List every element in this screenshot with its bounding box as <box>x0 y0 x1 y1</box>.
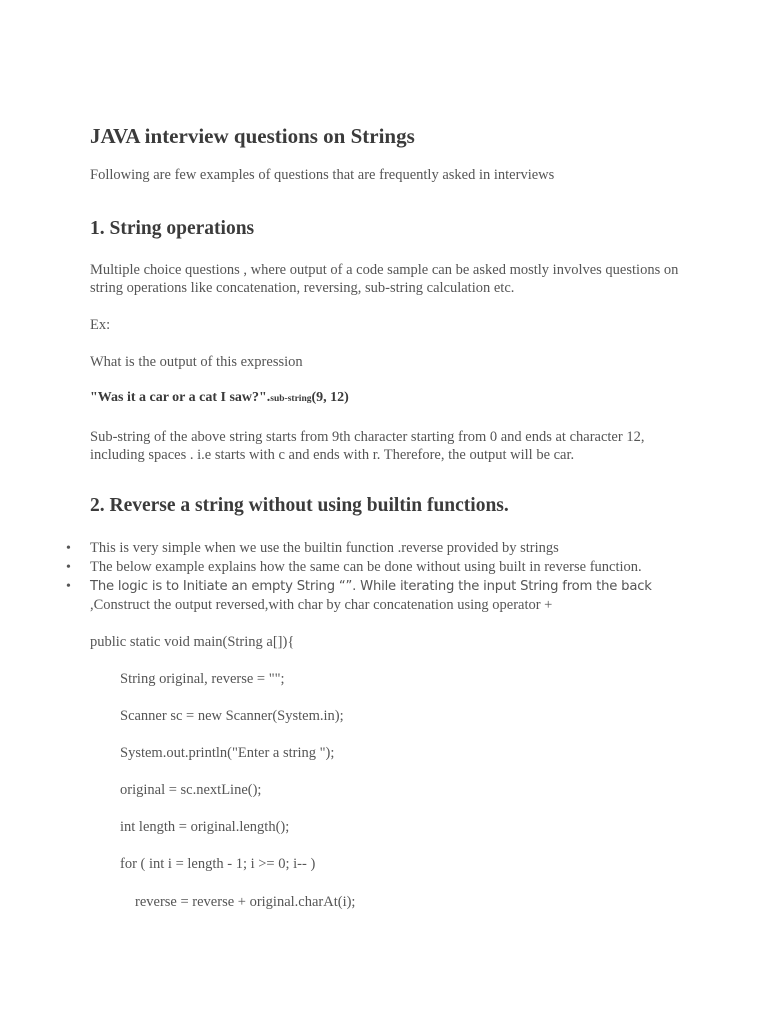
section-1-heading: 1. String operations <box>90 218 255 239</box>
explanation-paragraph: Sub-string of the above string starts from 9th character starting from 0 and ends at character 12, including spaces . i.e starts with c and ends with r. Therefore, the output will be car. <box>90 429 645 463</box>
expression-args: (9, 12) <box>311 390 349 405</box>
bullet-marker: • <box>66 560 71 575</box>
list-item-text: The below example explains how the same can be done without using built in reverse function. <box>90 559 642 575</box>
list-item <box>66 558 686 577</box>
bullet-marker: • <box>66 579 71 594</box>
list-item-text: The logic is to Initiate an empty String “”. While iterating the input String from the back <box>90 579 652 594</box>
expression <box>90 390 349 406</box>
expression-string: "Was it a car or a cat I saw?". <box>90 390 271 405</box>
code-line: for ( int i = length - 1; i >= 0; i-- ) <box>120 856 316 872</box>
list-item-text: This is very simple when we use the builtin function .reverse provided by strings <box>90 540 559 556</box>
code-line: int length = original.length(); <box>120 819 290 835</box>
code-line: reverse = reverse + original.charAt(i); <box>135 894 356 910</box>
code-line: original = sc.nextLine(); <box>120 782 262 798</box>
expression-method: sub-string <box>270 394 312 404</box>
list-item <box>66 539 686 558</box>
page-title: JAVA interview questions on Strings <box>90 124 415 148</box>
example-label: Ex: <box>90 317 111 333</box>
list-item-continuation: ,Construct the output reversed,with char by char concatenation using operator + <box>90 597 553 613</box>
code-line: Scanner sc = new Scanner(System.in); <box>120 708 344 724</box>
code-line: System.out.println("Enter a string "); <box>120 745 335 761</box>
section-2-heading: 2. Reverse a string without using builtin functions. <box>90 495 509 516</box>
code-line: String original, reverse = ""; <box>120 671 285 687</box>
list-item <box>66 577 686 615</box>
mcq-paragraph: Multiple choice questions , where output of a code sample can be asked mostly involves questions on string operations like concatenation, reversing, sub-string calculation etc. <box>90 262 679 296</box>
bullet-list <box>66 539 686 615</box>
bullet-marker: • <box>66 541 71 556</box>
question-text: What is the output of this expression <box>90 354 303 370</box>
code-line: public static void main(String a[]){ <box>90 634 295 650</box>
intro-paragraph: Following are few examples of questions that are frequently asked in interviews <box>90 167 555 183</box>
